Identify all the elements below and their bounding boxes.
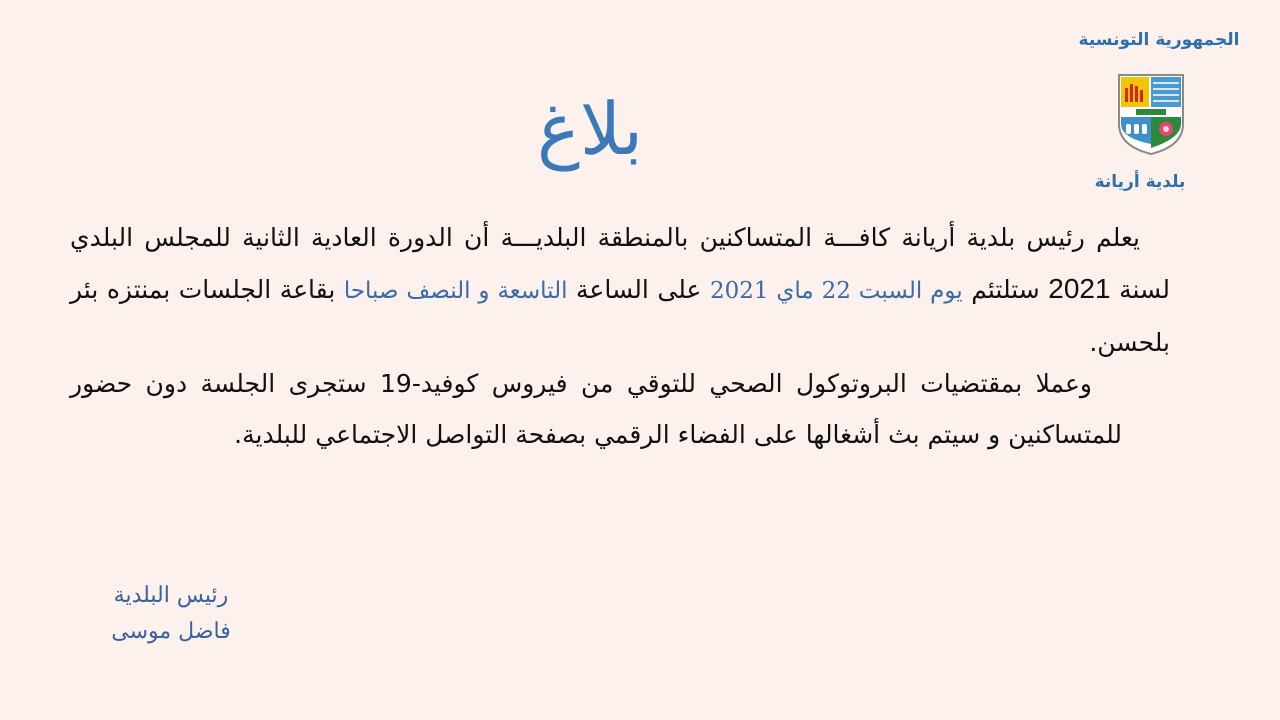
session-time: التاسعة و النصف صباحا xyxy=(343,278,568,304)
paragraph-1-line-1: يعلم رئيس بلدية أريانة كافـــة المتساكنين بالمنطقة البلديـــة أن الدورة العادية الثانية xyxy=(242,223,1141,252)
notice-title-text: بلاغ xyxy=(537,87,643,171)
session-date: يوم السبت 22 ماي 2021 xyxy=(709,278,963,304)
notice-paragraph-1 xyxy=(70,212,1170,368)
notice-paragraph-2 xyxy=(70,358,1122,460)
paragraph-1-line-3: بقاعة الجلسات بمنتزه بئر بلحسن. xyxy=(70,275,1170,357)
signature-name: فاضل موسى xyxy=(111,619,231,644)
municipality-emblem-icon xyxy=(1116,72,1186,156)
signature-role: رئيس البلدية xyxy=(113,583,229,608)
paragraph-2-text: وعملا بمقتضيات البروتوكول الصحي للتوقي من فيروس كوفيد-19 ستجرى الجلسة دون حضور للمتساكنين و سيتم بث أشغالها على الفضاء الرقمي بصفحة التواصل الاجتماعي للبلدية. xyxy=(70,369,1122,449)
notice-title xyxy=(480,72,700,182)
signature-block xyxy=(96,578,246,650)
republic-heading: الجمهورية التونسية xyxy=(1078,30,1240,50)
paragraph-1-part-c: على الساعة xyxy=(567,275,710,304)
paragraph-1-part-b: ستلتئم xyxy=(962,275,1049,304)
session-year: 2021 xyxy=(1048,273,1111,304)
paragraph-1-part-a: للمجلس البلدي لسنة xyxy=(70,223,1170,304)
municipality-name: بلدية أريانة xyxy=(1094,172,1186,192)
